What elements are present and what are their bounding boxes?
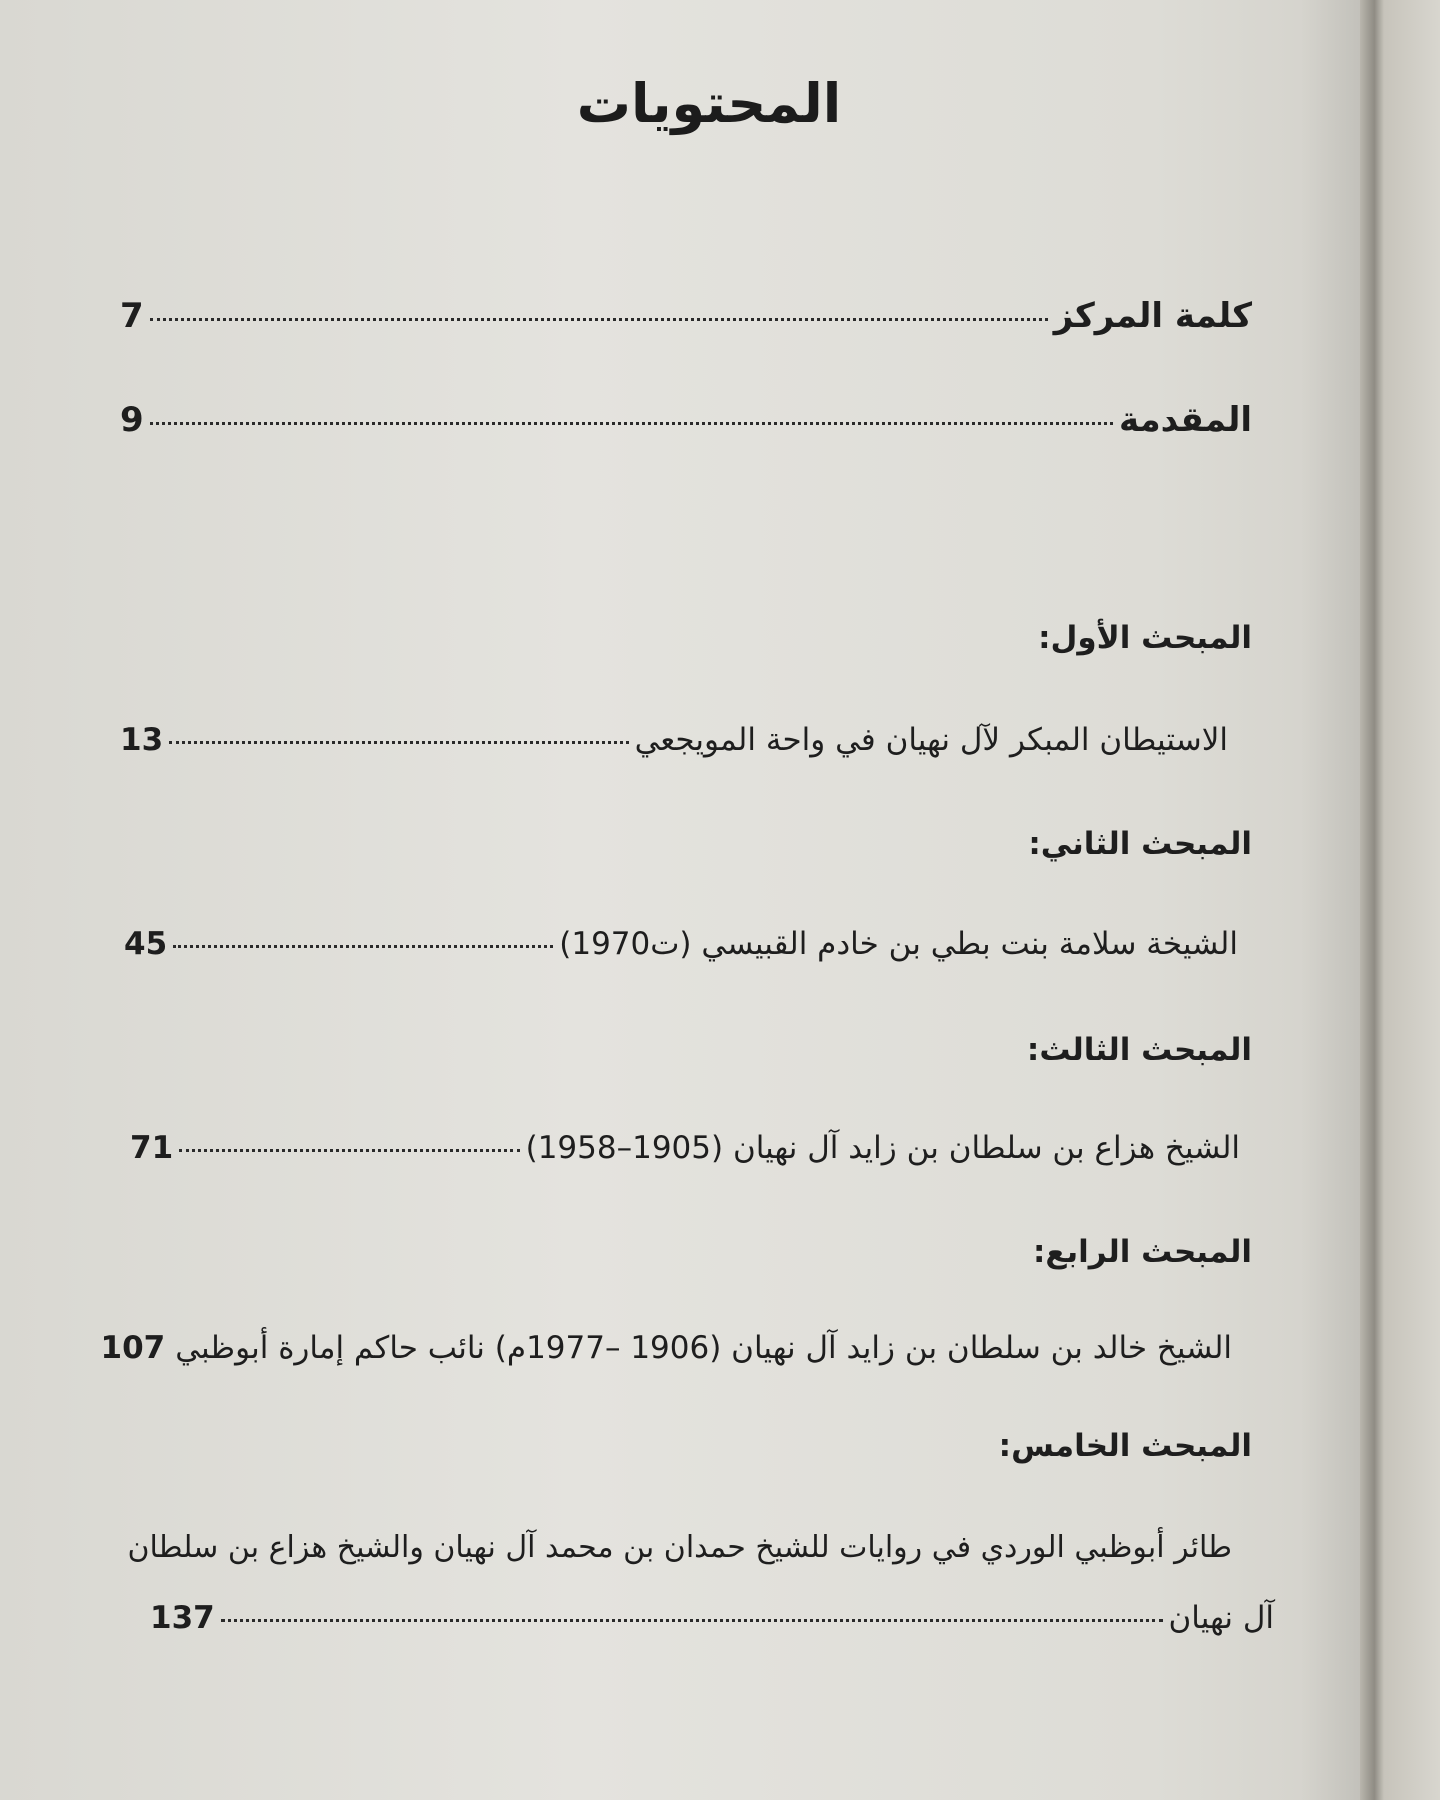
dot-leader <box>150 318 1048 321</box>
dot-leader <box>179 1149 519 1152</box>
toc-entry-section-1 <box>120 722 1228 758</box>
toc-entry-center-word <box>120 296 1252 336</box>
section-heading-1: المبحث الأول: <box>1038 620 1252 656</box>
toc-entry-introduction <box>120 400 1252 440</box>
dot-leader <box>221 1619 1163 1622</box>
toc-page-number: 7 <box>120 296 144 336</box>
toc-entry-section-3 <box>130 1130 1240 1166</box>
toc-page-number: 45 <box>124 926 168 962</box>
dot-leader <box>173 945 553 948</box>
toc-entry-label: الاستيطان المبكر لآل نهيان في واحة المويجعي <box>634 722 1228 758</box>
section-heading-3: المبحث الثالث: <box>1026 1032 1252 1068</box>
toc-entry-label: المقدمة <box>1119 400 1252 440</box>
toc-entry-section-5 <box>150 1600 1274 1636</box>
toc-entry-label: الشيخ هزاع بن سلطان بن زايد آل نهيان (1905–1958) <box>525 1130 1240 1166</box>
toc-entry-section-2 <box>124 926 1238 962</box>
toc-page-number: 107 <box>100 1330 166 1366</box>
dot-leader <box>169 741 628 744</box>
toc-entry-label: الشيخة سلامة بنت بطي بن خادم القبيسي (ت1970) <box>559 926 1238 962</box>
toc-entry-section-4 <box>100 1330 1232 1366</box>
toc-page-number: 71 <box>130 1130 174 1166</box>
toc-entry-section-5-line1: طائر أبوظبي الوردي في روايات للشيخ حمدان بن محمد آل نهيان والشيخ هزاع بن سلطان <box>127 1530 1232 1565</box>
dot-leader <box>150 422 1113 425</box>
section-heading-2: المبحث الثاني: <box>1028 826 1252 862</box>
toc-entry-label: الشيخ خالد بن سلطان بن زايد آل نهيان (1906 –1977م) نائب حاكم إمارة أبوظبي <box>175 1330 1232 1366</box>
section-heading-5: المبحث الخامس: <box>998 1428 1252 1464</box>
toc-page-number: 9 <box>120 400 144 440</box>
section-heading-4: المبحث الرابع: <box>1032 1234 1252 1270</box>
page-title: المحتويات <box>576 72 842 135</box>
toc-entry-label: كلمة المركز <box>1053 296 1252 336</box>
toc-page-number: 13 <box>120 722 164 758</box>
toc-entry-label: آل نهيان <box>1168 1600 1274 1636</box>
toc-page-number: 137 <box>150 1600 215 1636</box>
